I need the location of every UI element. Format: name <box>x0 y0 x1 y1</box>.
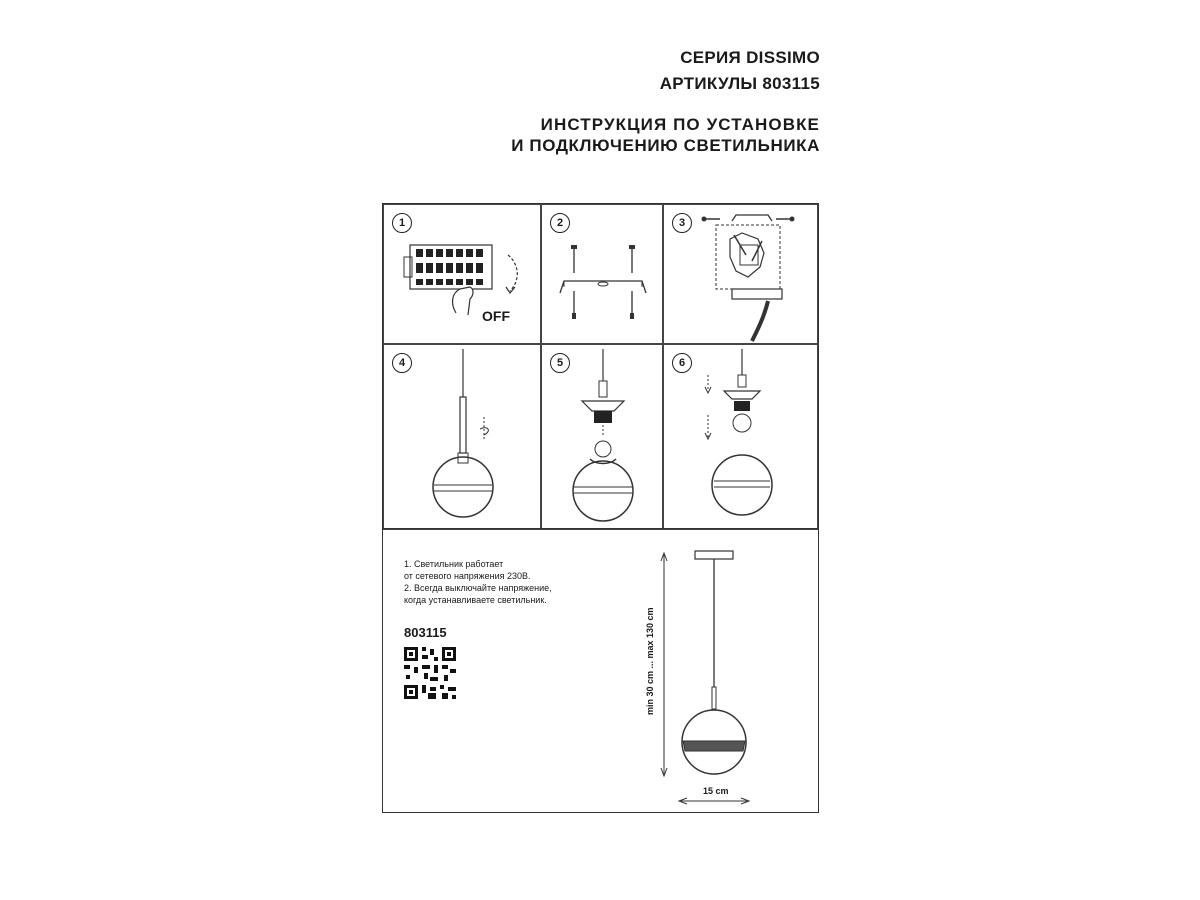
note-line-1: 1. Светильник работает <box>404 559 504 569</box>
note-line-3: 2. Всегда выключайте напряжение, <box>404 583 552 593</box>
off-label: OFF <box>482 308 510 324</box>
step-2-panel <box>541 204 663 344</box>
step-3-panel <box>663 204 818 344</box>
instruction-title-line2: И ПОДКЛЮЧЕНИЮ СВЕТИЛЬНИКА <box>511 136 820 155</box>
shade-attach-illustration <box>664 345 819 531</box>
step-3-number: 3 <box>672 213 692 233</box>
mounting-bracket-illustration <box>542 205 664 345</box>
dimension-drawing <box>383 529 820 814</box>
width-dimension-label: 15 cm <box>703 786 729 796</box>
article-number: АРТИКУЛЫ 803115 <box>659 74 820 93</box>
note-line-2: от сетевого напряжения 230В. <box>404 571 531 581</box>
product-info-panel: 1. Светильник работает от сетевого напряжения 230В. 2. Всегда выключайте напряжение, когда устанавливаете светильник. 803115 min 30 cm ... max 130 cm 15 cm <box>382 528 819 813</box>
step-5-number: 5 <box>550 353 570 373</box>
note-line-4: когда устанавливаете светильник. <box>404 595 547 605</box>
pendant-adjust-illustration <box>384 345 542 531</box>
bulb-install-illustration <box>542 345 664 531</box>
product-sku: 803115 <box>404 625 447 640</box>
wiring-connection-illustration <box>664 205 819 345</box>
series-title: СЕРИЯ DISSIMO <box>680 48 820 67</box>
step-1-panel <box>383 204 541 344</box>
installation-steps-grid <box>382 203 819 529</box>
instruction-title-line1: ИНСТРУКЦИЯ ПО УСТАНОВКЕ <box>540 115 820 134</box>
step-4-number: 4 <box>392 353 412 373</box>
step-5-panel <box>541 344 663 530</box>
step-6-number: 6 <box>672 353 692 373</box>
step-4-panel <box>383 344 541 530</box>
step-6-panel <box>663 344 818 530</box>
step-1-number: 1 <box>392 213 412 233</box>
step-2-number: 2 <box>550 213 570 233</box>
circuit-breaker-illustration <box>384 205 542 345</box>
